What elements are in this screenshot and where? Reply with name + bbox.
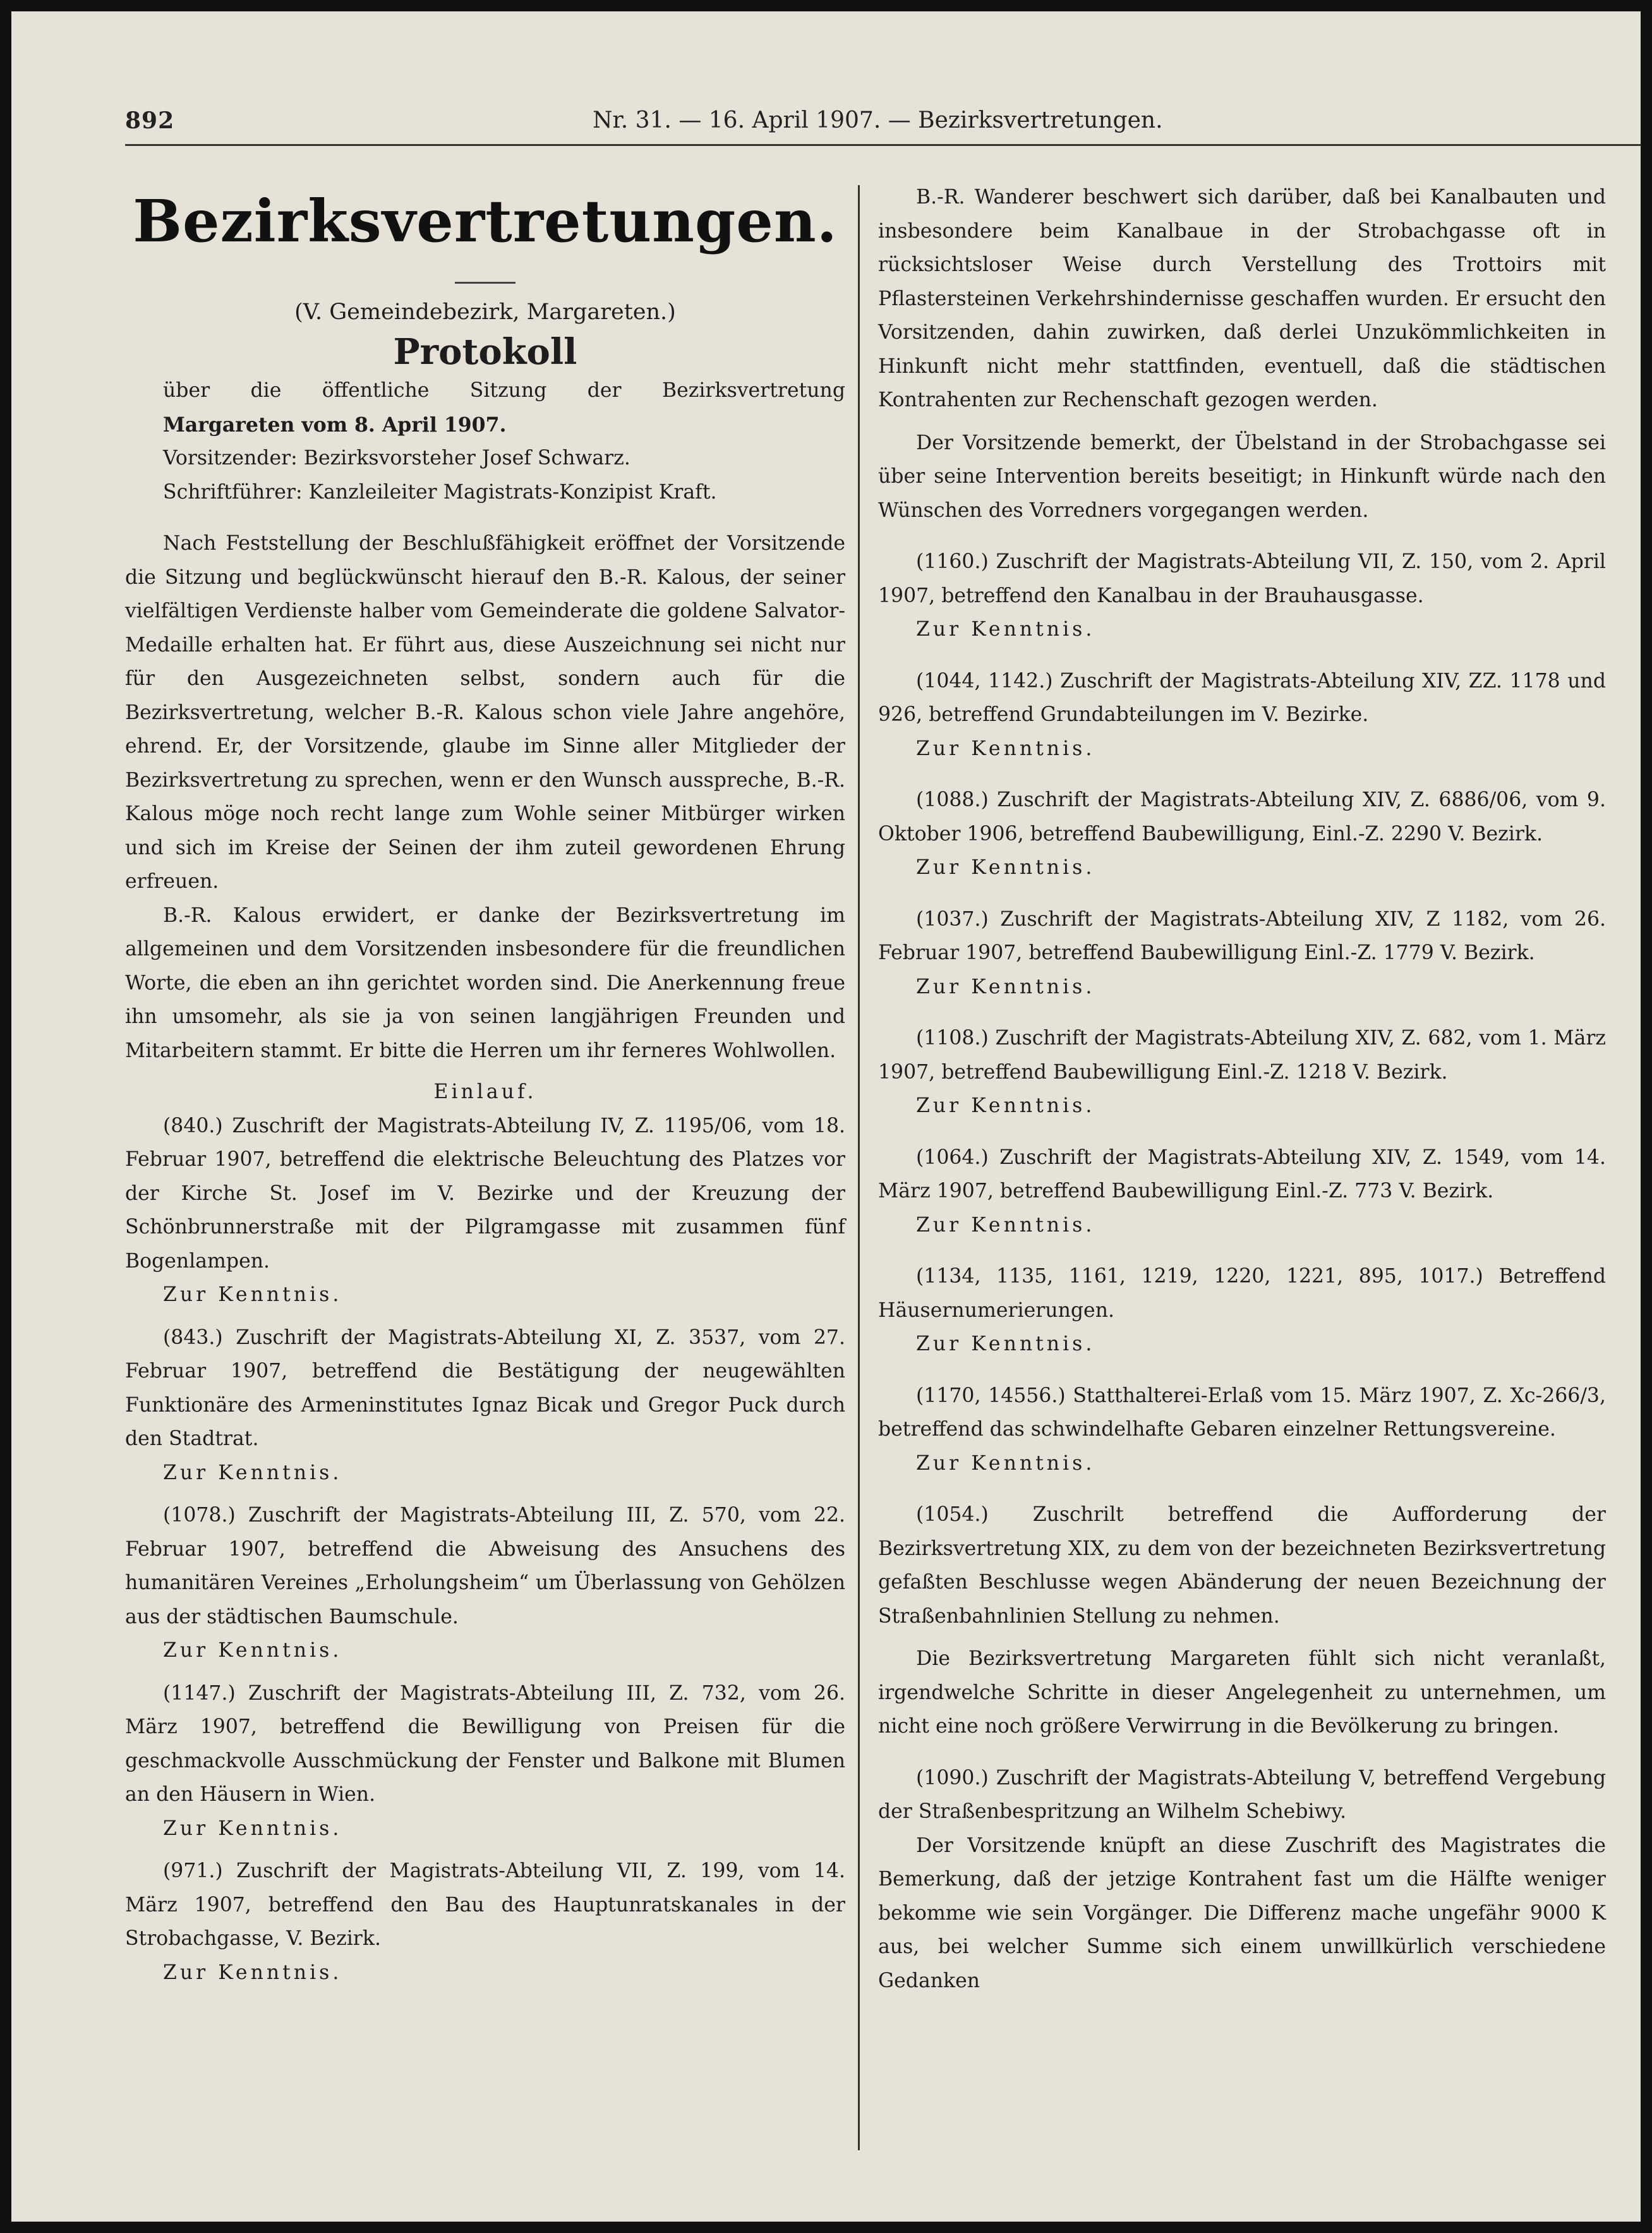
section-title: Bezirksvertretungen. xyxy=(133,187,838,255)
newspaper-page xyxy=(11,11,1641,2222)
item-1078: (1078.) Zuschrift der Magistrats-Abteilung III, Z. 570, vom 22. Februar 1907, betreffend die Abweisung des Ansuchens des humanitären Vereines „Erholungsheim“ um Überlassung von Gehölzen aus der städtischen Baumschule. xyxy=(125,1504,845,1628)
item-1108-note: Zur Kenntnis. xyxy=(916,1094,1095,1117)
item-971-note: Zur Kenntnis. xyxy=(163,1961,342,1984)
item-1160: (1160.) Zuschrift der Magistrats-Abteilung VII, Z. 150, vom 2. April 1907, betreffend den Kanalbau in der Brauhausgasse. xyxy=(878,550,1606,607)
item-house-numbers-note: Zur Kenntnis. xyxy=(916,1333,1095,1355)
item-1064: (1064.) Zuschrift der Magistrats-Abteilung XIV, Z. 1549, vom 14. März 1907, betreffend Baubewilligung Einl.-Z. 773 V. Bezirk. xyxy=(878,1146,1606,1202)
item-1037-note: Zur Kenntnis. xyxy=(916,975,1095,998)
paragraph-wanderer: B.-R. Wanderer beschwert sich darüber, daß bei Kanalbauten und insbesondere beim Kanalbaue in der Strobachgasse oft in rücksichtsloser Weise durch Verstellung des Trottoirs mit Pflastersteinen Verkehrshindernisse geschaffen wurden. Er ersucht den Vorsitzenden, dahin zuwirken, daß derlei Unzukömmlichkeiten in Hinkunft nicht mehr stattfinden, eventuell, daß die städtischen Kontrahenten zur Rechenschaft gezogen werden. xyxy=(878,186,1606,411)
item-840-note: Zur Kenntnis. xyxy=(163,1283,342,1306)
title-rule xyxy=(455,282,515,284)
secretary-line: Schriftführer: Kanzleileiter Magistrats-Konzipist Kraft. xyxy=(163,480,717,504)
item-1170: (1170, 14556.) Statthalterei-Erlaß vom 15. März 1907, Z. Xc-266/3, betreffend das schwindelhafte Gebaren einzelner Rettungsvereine. xyxy=(878,1384,1606,1441)
item-843: (843.) Zuschrift der Magistrats-Abteilung XI, Z. 3537, vom 27. Februar 1907, betreffend die Bestätigung der neugewählten Funktionäre des Armeninstitutes Ignaz Bicak und Gregor Puck durch den Stadtrat. xyxy=(125,1326,845,1450)
item-house-numbers: (1134, 1135, 1161, 1219, 1220, 1221, 895, 1017.) Betreffend Häusernumerierungen. xyxy=(878,1265,1606,1322)
column-divider xyxy=(858,185,860,2150)
district-line: (V. Gemeindebezirk, Margareten.) xyxy=(294,300,676,325)
chair-line: Vorsitzender: Bezirksvorsteher Josef Schwarz. xyxy=(163,447,630,469)
item-1147: (1147.) Zuschrift der Magistrats-Abteilung III, Z. 732, vom 26. März 1907, betreffend die Bewilligung von Preisen für die geschmackvolle Ausschmückung der Fenster und Balkone mit Blumen an den Häusern in Wien. xyxy=(125,1681,845,1806)
item-1078-note: Zur Kenntnis. xyxy=(163,1639,342,1662)
item-971: (971.) Zuschrift der Magistrats-Abteilung VII, Z. 199, vom 14. März 1907, betreffend den Bau des Hauptunratskanales in der Strobachgasse, V. Bezirk. xyxy=(125,1860,845,1950)
einlauf-heading: Einlauf. xyxy=(433,1080,537,1103)
paragraph-opening: Nach Feststellung der Beschlußfähigkeit eröffnet der Vorsitzende die Sitzung und beglückwünscht hierauf den B.-R. Kalous, der seiner vielfältigen Verdienste halber vom Gemeinderate die goldene Salvator-Medaille erhalten hat. Er führt aus, diese Auszeichnung sei nicht nur für den Ausgezeichneten selbst, sondern auch für die Bezirksvertretung, welcher B.-R. Kalous schon viele Jahre angehöre, ehrend. Er, der Vorsitzende, glaube im Sinne aller Mitglieder der Bezirksvertretung zu sprechen, wenn er den Wunsch ausspreche, B.-R. Kalous möge noch recht lange zum Wohle seiner Mitbürger wirken und sich im Kreise der Seinen der ihm zuteil gewordenen Ehrung erfreuen. xyxy=(125,532,845,893)
left-column xyxy=(125,181,845,1990)
item-1037: (1037.) Zuschrift der Magistrats-Abteilung XIV, Z 1182, vom 26. Februar 1907, betreffend Baubewilligung Einl.-Z. 1779 V. Bezirk. xyxy=(878,907,1606,964)
item-1090: (1090.) Zuschrift der Magistrats-Abteilung V, betreffend Vergebung der Straßenbespritzung an Wilhelm Schebiwy. xyxy=(878,1766,1606,1823)
item-1160-note: Zur Kenntnis. xyxy=(916,618,1095,641)
page-number: 892 xyxy=(125,107,175,134)
item-1044: (1044, 1142.) Zuschrift der Magistrats-Abteilung XIV, ZZ. 1178 und 926, betreffend Grundabteilungen im V. Bezirke. xyxy=(878,669,1606,726)
item-840: (840.) Zuschrift der Magistrats-Abteilung IV, Z. 1195/06, vom 18. Februar 1907, betreffend die elektrische Beleuchtung des Platzes vor der Kirche St. Josef im V. Bezirke und der Kreuzung der Schönbrunnerstraße mit der Pilgramgasse mit zusammen fünf Bogenlampen. xyxy=(125,1114,845,1273)
item-1088: (1088.) Zuschrift der Magistrats-Abteilung XIV, Z. 6886/06, vom 9. Oktober 1906, betreffend Baubewilligung, Einl.-Z. 2290 V. Bezirk. xyxy=(878,789,1606,845)
item-1044-note: Zur Kenntnis. xyxy=(916,737,1095,760)
item-1088-note: Zur Kenntnis. xyxy=(916,856,1095,879)
session-line-1: über die öffentliche Sitzung der Bezirksvertretung xyxy=(163,379,845,402)
paragraph-vorsitzende-remark: Der Vorsitzende knüpft an diese Zuschrift des Magistrates die Bemerkung, daß der jetzige Kontrahent fast um die Hälfte weniger bekomme wie sein Vorgänger. Die Differenz mache ungefähr 9000 K aus, bei welcher Summe sich einem unwillkürlich verschiedene Gedanken xyxy=(878,1834,1606,1992)
item-1170-note: Zur Kenntnis. xyxy=(916,1451,1095,1475)
item-843-note: Zur Kenntnis. xyxy=(163,1461,342,1484)
paragraph-vorsitzende-reply: Der Vorsitzende bemerkt, der Übelstand in der Strobachgasse sei über seine Intervention bereits beseitigt; in Hinkunft würde nach den Wünschen des Vorredners vorgegangen werden. xyxy=(878,431,1606,522)
item-1147-note: Zur Kenntnis. xyxy=(163,1817,342,1840)
right-column xyxy=(878,181,1606,1998)
item-1064-note: Zur Kenntnis. xyxy=(916,1213,1095,1237)
page-header xyxy=(125,107,1193,139)
item-1054: (1054.) Zuschrilt betreffend die Aufforderung der Bezirksvertretung XIX, zu dem von der bezeichneten Bezirksvertretung gefaßten Beschlusse wegen Abänderung der neuen Bezeichnung der Straßenbahnlinien Stellung zu nehmen. xyxy=(878,1503,1606,1628)
paragraph-kalous-reply: B.-R. Kalous erwidert, er danke der Bezirksvertretung im allgemeinen und dem Vorsitzenden insbesondere für die freundlichen Worte, die eben an ihn gerichtet worden sind. Die Anerkennung freue ihn umsomehr, als sie ja von seinen langjährigen Freunden und Mitarbeitern stammt. Er bitte die Herren um ihr ferneres Wohlwollen. xyxy=(125,904,845,1062)
protokoll-heading: Protokoll xyxy=(393,331,577,373)
running-title: Nr. 31. — 16. April 1907. — Bezirksvertretungen. xyxy=(593,107,1163,133)
item-1108: (1108.) Zuschrift der Magistrats-Abteilung XIV, Z. 682, vom 1. März 1907, betreffend Baubewilligung Einl.-Z. 1218 V. Bezirk. xyxy=(878,1027,1606,1084)
header-rule xyxy=(125,144,1641,146)
session-line-2: Margareten vom 8. April 1907. xyxy=(163,413,507,437)
paragraph-bezirksvertretung-decision: Die Bezirksvertretung Margareten fühlt sich nicht veranlaßt, irgendwelche Schritte in dieser Angelegenheit zu unternehmen, um nicht eine noch größere Verwirrung in die Bevölkerung zu bringen. xyxy=(878,1647,1606,1738)
